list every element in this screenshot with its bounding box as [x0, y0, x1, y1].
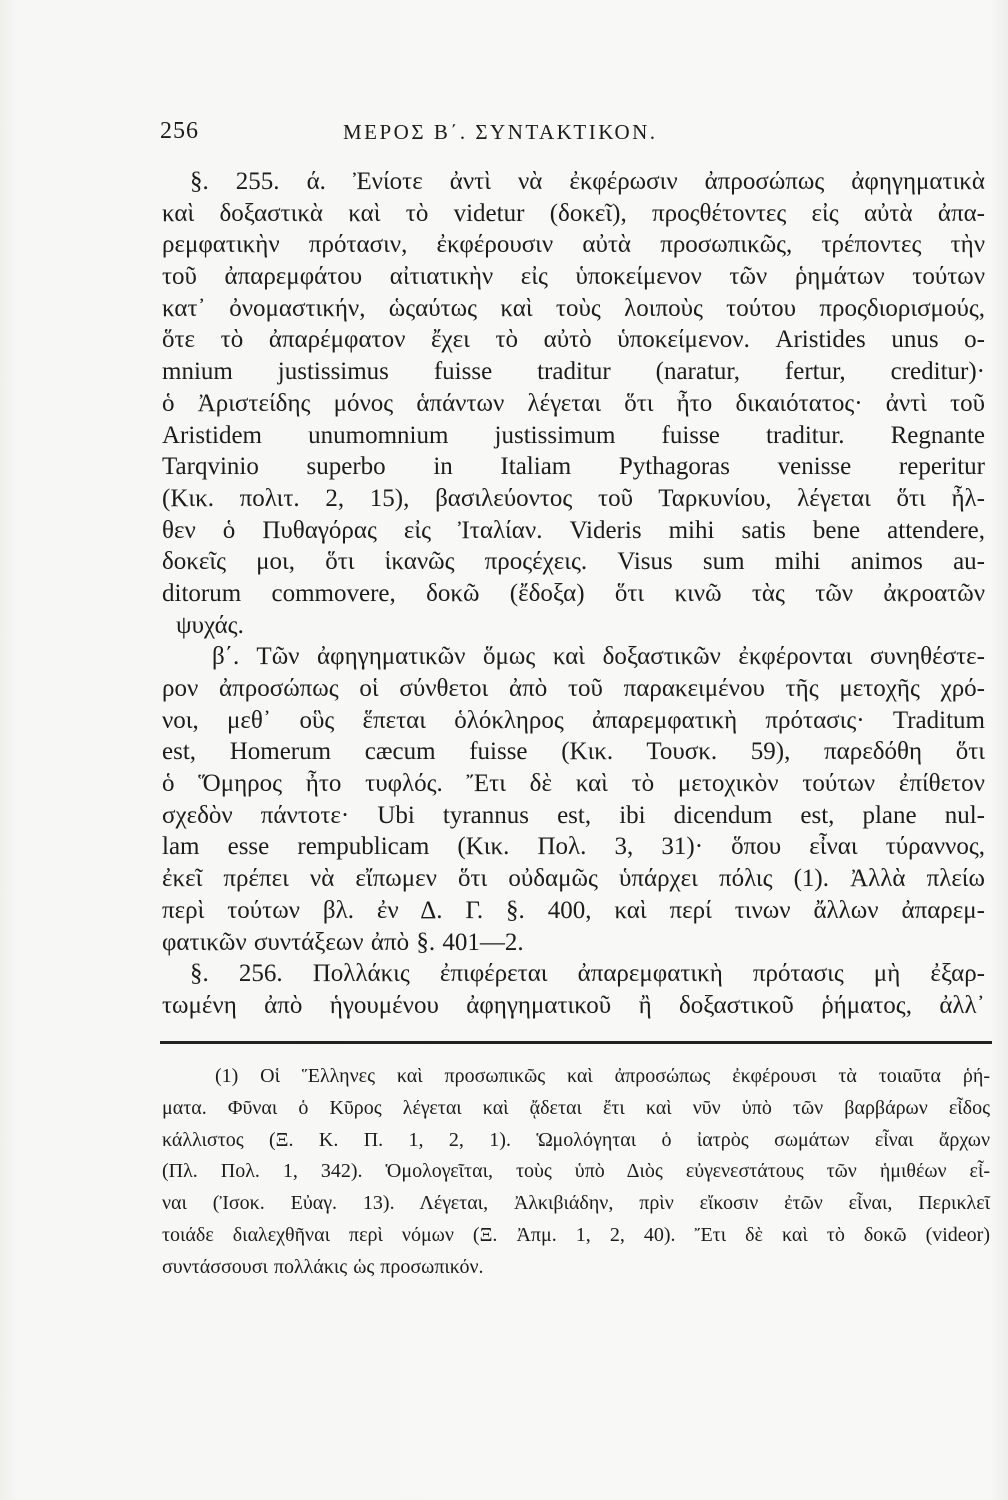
- footnote-rule: [160, 1041, 992, 1044]
- body-line: ρεμφατικὴν πρότασιν, ἐκφέρουσιν αὐτὰ προσωπικῶς, τρέποντες τὴν: [162, 231, 985, 259]
- footnote-line: ματα. Φῦναι ὁ Κῦρος λέγεται καὶ ᾄδεται ἔτι καὶ νῦν ὑπὸ τῶν βαρβάρων εἶδος: [162, 1096, 990, 1119]
- body-line: mnium justissimus fuisse traditur (naratur, fertur, creditur)·: [162, 358, 985, 386]
- body-line: φατικῶν συντάξεων ἀπὸ §. 401—2.: [162, 928, 524, 956]
- page-number: 256: [160, 118, 199, 144]
- body-line: δοκεῖς μοι, ὅτι ἱκανῶς προςέχεις. Visus sum mihi animos au-: [162, 548, 985, 576]
- body-line: κατ᾽ ὀνομαστικήν, ὡςαύτως καὶ τοὺς λοιποὺς τούτου προςδιορισμούς,: [162, 294, 985, 322]
- body-line: τωμένη ἀπὸ ἡγουμένου ἀφηγηματικοῦ ἢ δοξαστικοῦ ῥήματος, ἀλλ᾽: [162, 991, 985, 1019]
- body-line: §. 255. ά. Ἐνίοτε ἀντὶ νὰ ἐκφέρωσιν ἀπροσώπως ἀφηγηματικὰ: [190, 168, 985, 195]
- body-line: ἐκεῖ πρέπει νὰ εἴπωμεν ὅτι οὐδαμῶς ὑπάρχει πόλις (1). Ἀλλὰ πλείω: [162, 865, 985, 893]
- body-line: §. 256. Πολλάκις ἐπιφέρεται ἀπαρεμφατικὴ πρότασις μὴ ἐξαρ-: [190, 960, 985, 988]
- body-line: est, Homerum cæcum fuisse (Κικ. Τουσκ. 59), παρεδόθη ὅτι: [162, 738, 985, 766]
- running-title: ΜΕΡΟΣ Β΄. ΣΥΝΤΑΚΤΙΚΟΝ.: [343, 120, 658, 144]
- footnote-line: κάλλιστος (Ξ. Κ. Π. 1, 2, 1). Ὡμολόγηται ὁ ἰατρὸς σωμάτων εἶναι ἄρχων: [162, 1128, 990, 1151]
- body-line: Tarqvinio superbo in Italiam Pythagoras venisse reperitur: [162, 453, 985, 481]
- body-line: περὶ τούτων βλ. ἐν Δ. Γ. §. 400, καὶ περί τινων ἄλλων ἀπαρεμ-: [162, 896, 985, 924]
- body-line: τοῦ ἀπαρεμφάτου αἰτιατικὴν εἰς ὑποκείμενον τῶν ῥημάτων τούτων: [162, 263, 985, 291]
- body-line: lam esse rempublicam (Κικ. Πολ. 3, 31)· ὅπου εἶναι τύραννος,: [162, 833, 985, 861]
- body-line: ὁ Ὅμηρος ἦτο τυφλός. Ἔτι δὲ καὶ τὸ μετοχικὸν τούτων ἐπίθετον: [162, 770, 985, 798]
- body-line: β΄. Τῶν ἀφηγηματικῶν ὅμως καὶ δοξαστικῶν ἐκφέρονται συνηθέστε-: [212, 643, 985, 671]
- body-line: θεν ὁ Πυθαγόρας εἰς Ἰταλίαν. Videris mihi satis bene attendere,: [162, 516, 985, 544]
- footnote-line: (Πλ. Πολ. 1, 342). Ὁμολογεῖται, τοὺς ὑπὸ Διὸς εὐγενεστάτους τῶν ἡμιθέων εἶ-: [162, 1160, 990, 1183]
- footnote-line: τοιάδε διαλεχθῆναι περὶ νόμων (Ξ. Ἀπμ. 1, 2, 40). Ἔτι δὲ καὶ τὸ δοκῶ (videor): [162, 1223, 990, 1246]
- body-line: ditorum commovere, δοκῶ (ἔδοξα) ὅτι κινῶ τὰς τῶν ἀκροατῶν: [162, 579, 985, 607]
- body-line: ὅτε τὸ ἀπαρέμφατον ἔχει τὸ αὐτὸ ὑποκείμενον. Aristides unus o-: [162, 326, 985, 354]
- body-text: [162, 166, 985, 1022]
- body-line: ὁ Ἀριστείδης μόνος ἁπάντων λέγεται ὅτι ἦτο δικαιότατος· ἀντὶ τοῦ: [162, 389, 985, 417]
- body-line: σχεδὸν πάντοτε· Ubi tyrannus est, ibi dicendum est, plane nul-: [162, 801, 985, 829]
- body-line: ρον ἀπροσώπως οἱ σύνθετοι ἀπὸ τοῦ παρακειμένου τῆς μετοχῆς χρό-: [162, 675, 985, 702]
- footnote-line: ναι (Ἰσοκ. Εὐαγ. 13). Λέγεται, Ἀλκιβιάδην, πρὶν εἴκοσιν ἐτῶν εἶναι, Περικλεῖ: [162, 1192, 990, 1215]
- footnote: [162, 1061, 990, 1284]
- footnote-line: (1) Οἱ Ἕλληνες καὶ προσωπικῶς καὶ ἀπροσώπως ἐκφέρουσι τὰ τοιαῦτα ῥή-: [215, 1065, 990, 1087]
- body-line: καὶ δοξαστικὰ καὶ τὸ videtur (δοκεῖ), προςθέτοντες εἰς αὐτὰ ἀπα-: [162, 199, 985, 227]
- footnote-line: συντάσσουσι πολλάκις ὡς προσωπικόν.: [162, 1255, 484, 1278]
- body-line: (Κικ. πολιτ. 2, 15), βασιλεύοντος τοῦ Ταρκυνίου, λέγεται ὅτι ἦλ-: [162, 484, 985, 512]
- body-line: Aristidem unumomnium justissimum fuisse traditur. Regnante: [162, 421, 985, 449]
- body-line: νοι, μεθ᾽ οὓς ἕπεται ὁλόκληρος ἀπαρεμφατικὴ πρότασις· Traditum: [162, 706, 985, 734]
- body-line: ψυχάς.: [176, 611, 244, 639]
